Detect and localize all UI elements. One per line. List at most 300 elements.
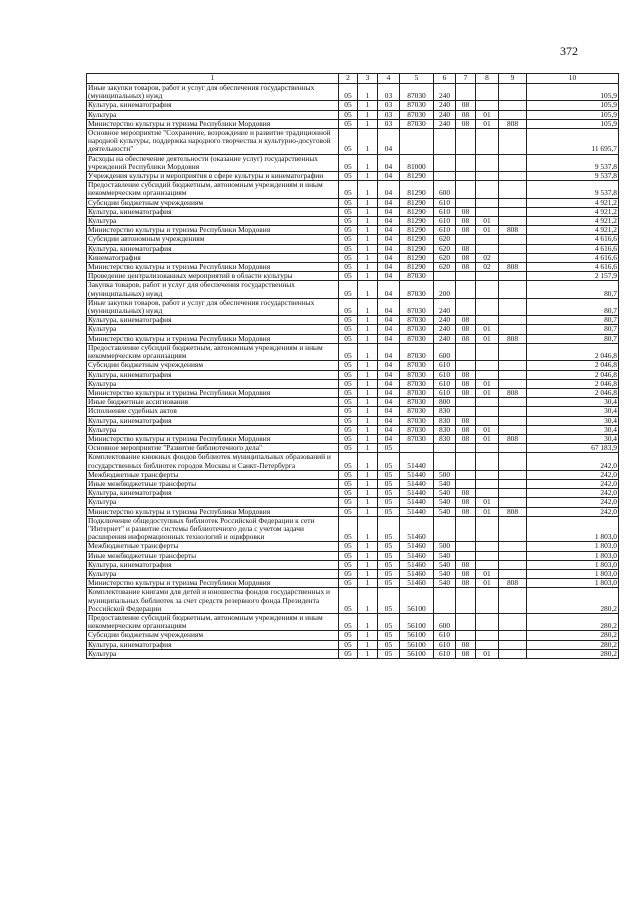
cell-amount: 4 616,6 [527,263,619,272]
cell-section: 08 [456,388,476,397]
cell-event: 03 [378,101,400,110]
cell-subprogram: 1 [358,479,378,488]
cell-amount: 242,0 [527,507,619,516]
cell-section: 08 [456,119,476,128]
cell-amount: 4 921,2 [527,226,619,235]
cell-amount: 2 046,8 [527,361,619,370]
cell-direction: 87030 [400,110,434,119]
table-row [87,569,619,578]
table-row [87,119,619,128]
cell-expense-type: 240 [434,119,456,128]
cell-direction: 81290 [400,235,434,244]
cell-expense-type [434,272,456,281]
cell-ministry [499,129,527,155]
cell-ministry [499,154,527,171]
cell-ministry [499,298,527,315]
budget-table [86,73,619,659]
cell-event: 04 [378,172,400,181]
cell-name: Министерство культуры и туризма Республики Мордовия [87,226,339,235]
cell-section [456,129,476,155]
table-row [87,198,619,207]
cell-amount: 4 921,2 [527,217,619,226]
cell-subprogram: 1 [358,398,378,407]
cell-subprogram: 1 [358,181,378,198]
cell-subprogram: 1 [358,379,378,388]
cell-amount: 242,0 [527,453,619,470]
cell-name: Культура [87,649,339,658]
cell-ministry: 808 [499,334,527,343]
table-row [87,631,619,640]
cell-subsection [476,470,499,479]
cell-section [456,154,476,171]
column-header-4: 4 [378,74,400,84]
cell-subsection [476,361,499,370]
cell-event: 04 [378,226,400,235]
cell-direction: 87030 [400,334,434,343]
cell-name: Культура, кинематография [87,316,339,325]
cell-section: 08 [456,226,476,235]
cell-subsection [476,407,499,416]
cell-direction [400,129,434,155]
cell-name: Субсидии автономным учреждениям [87,235,339,244]
cell-gp: 05 [339,226,358,235]
cell-direction: 81290 [400,207,434,216]
cell-direction: 56100 [400,649,434,658]
cell-gp: 05 [339,84,358,101]
cell-event: 04 [378,407,400,416]
table-row [87,226,619,235]
cell-gp: 05 [339,398,358,407]
cell-subprogram: 1 [358,444,378,453]
cell-ministry [499,516,527,542]
table-row [87,640,619,649]
cell-gp: 05 [339,579,358,588]
cell-event: 05 [378,560,400,569]
cell-gp: 05 [339,244,358,253]
cell-amount: 30,4 [527,434,619,443]
cell-gp: 05 [339,649,358,658]
table-row [87,542,619,551]
cell-subsection: 01 [476,498,499,507]
cell-event: 04 [378,425,400,434]
cell-ministry [499,631,527,640]
cell-section [456,272,476,281]
cell-amount: 242,0 [527,470,619,479]
cell-event: 04 [378,263,400,272]
table-row [87,498,619,507]
cell-subprogram: 1 [358,198,378,207]
cell-ministry [499,425,527,434]
cell-gp: 05 [339,298,358,315]
cell-direction: 81290 [400,253,434,262]
cell-gp: 05 [339,416,358,425]
cell-section: 08 [456,579,476,588]
table-row [87,343,619,360]
cell-ministry [499,343,527,360]
cell-direction: 87030 [400,407,434,416]
cell-ministry [499,379,527,388]
cell-amount: 2 046,8 [527,379,619,388]
cell-event: 04 [378,316,400,325]
cell-amount: 1 803,0 [527,551,619,560]
cell-subsection: 01 [476,507,499,516]
cell-expense-type: 240 [434,84,456,101]
cell-expense-type: 610 [434,226,456,235]
cell-gp: 05 [339,370,358,379]
cell-subsection [476,181,499,198]
cell-section: 08 [456,649,476,658]
cell-subsection [476,453,499,470]
table-row [87,101,619,110]
cell-direction: 51460 [400,560,434,569]
cell-amount: 1 803,0 [527,560,619,569]
cell-event: 04 [378,334,400,343]
cell-gp: 05 [339,516,358,542]
cell-event: 05 [378,569,400,578]
cell-subsection [476,398,499,407]
cell-name: Культура, кинематография [87,101,339,110]
cell-name: Иные закупки товаров, работ и услуг для обеспечения государственных (муниципальных) нужд [87,84,339,101]
cell-expense-type: 240 [434,325,456,334]
cell-name: Проведение централизованных мероприятий в области культуры [87,272,339,281]
cell-name: Министерство культуры и туризма Республики Мордовия [87,119,339,128]
cell-expense-type [434,516,456,542]
cell-subsection: 01 [476,425,499,434]
cell-section: 08 [456,316,476,325]
cell-ministry: 808 [499,263,527,272]
column-header-9: 9 [499,74,527,84]
cell-expense-type: 600 [434,181,456,198]
cell-gp: 05 [339,434,358,443]
cell-subsection [476,235,499,244]
cell-section: 08 [456,325,476,334]
cell-subprogram: 1 [358,129,378,155]
cell-direction: 87030 [400,361,434,370]
cell-event: 04 [378,253,400,262]
cell-gp: 05 [339,343,358,360]
table-row [87,253,619,262]
cell-name: Основное мероприятие "Сохранение, возрождение и развитие традиционной народной культуры, поддержка народного творчества и культурно-досуговой деятельности" [87,129,339,155]
cell-expense-type: 610 [434,388,456,397]
cell-name: Культура, кинематография [87,207,339,216]
cell-gp: 05 [339,198,358,207]
table-row [87,407,619,416]
cell-name: Иные межбюджетные трансферты [87,479,339,488]
cell-ministry [499,542,527,551]
cell-amount: 4 921,2 [527,198,619,207]
table-row [87,470,619,479]
cell-subsection [476,416,499,425]
cell-expense-type: 610 [434,631,456,640]
cell-subsection [476,479,499,488]
cell-expense-type: 610 [434,640,456,649]
cell-direction: 87030 [400,84,434,101]
cell-ministry: 808 [499,434,527,443]
cell-subprogram: 1 [358,453,378,470]
cell-ministry [499,244,527,253]
cell-amount: 67 183,9 [527,444,619,453]
cell-event: 04 [378,370,400,379]
cell-ministry: 808 [499,119,527,128]
table-row [87,217,619,226]
cell-direction [400,444,434,453]
cell-amount: 242,0 [527,479,619,488]
cell-expense-type: 800 [434,398,456,407]
cell-amount: 105,9 [527,110,619,119]
cell-direction: 51440 [400,479,434,488]
cell-ministry [499,172,527,181]
cell-ministry [499,253,527,262]
cell-ministry [499,416,527,425]
cell-ministry [499,84,527,101]
cell-event: 04 [378,235,400,244]
cell-gp: 05 [339,316,358,325]
cell-amount: 280,2 [527,649,619,658]
cell-subsection: 01 [476,110,499,119]
cell-ministry: 808 [499,507,527,516]
cell-section: 08 [456,370,476,379]
cell-name: Комплектование книгами для детей и юношества фондов государственных и муниципальных библиотек за счет средств резервного фонда Президента Российской Федерации [87,588,339,614]
cell-subprogram: 1 [358,343,378,360]
cell-name: Культура, кинематография [87,489,339,498]
cell-gp: 05 [339,334,358,343]
cell-subsection: 01 [476,649,499,658]
cell-amount: 2 046,8 [527,370,619,379]
cell-name: Иные межбюджетные трансферты [87,551,339,560]
cell-subsection [476,516,499,542]
table-row [87,453,619,470]
cell-direction: 81290 [400,198,434,207]
cell-subprogram: 1 [358,425,378,434]
cell-amount: 30,4 [527,407,619,416]
cell-direction: 81290 [400,172,434,181]
cell-subprogram: 1 [358,588,378,614]
cell-name: Предоставление субсидий бюджетным, автономным учреждениям и иным некоммерческим организациям [87,181,339,198]
cell-subprogram: 1 [358,263,378,272]
cell-ministry [499,398,527,407]
cell-gp: 05 [339,101,358,110]
cell-name: Культура [87,498,339,507]
cell-event: 04 [378,244,400,253]
column-header-6: 6 [434,74,456,84]
cell-amount: 280,2 [527,588,619,614]
cell-ministry [499,370,527,379]
cell-gp: 05 [339,631,358,640]
cell-subprogram: 1 [358,516,378,542]
cell-expense-type: 500 [434,470,456,479]
cell-name: Исполнение судебных актов [87,407,339,416]
cell-subprogram: 1 [358,272,378,281]
cell-amount: 2 046,8 [527,343,619,360]
cell-subprogram: 1 [358,217,378,226]
cell-section: 08 [456,489,476,498]
table-row [87,425,619,434]
table-row [87,281,619,298]
cell-gp: 05 [339,325,358,334]
cell-ministry [499,551,527,560]
cell-subprogram: 1 [358,551,378,560]
table-row [87,434,619,443]
cell-subprogram: 1 [358,489,378,498]
table-row [87,551,619,560]
cell-subprogram: 1 [358,101,378,110]
cell-name: Предоставление субсидий бюджетным, автономным учреждениям и иным некоммерческим организациям [87,613,339,630]
cell-subsection [476,631,499,640]
cell-expense-type: 830 [434,416,456,425]
cell-subsection: 01 [476,569,499,578]
cell-name: Иные бюджетные ассигнования [87,398,339,407]
table-header-row [87,74,619,84]
cell-direction: 87030 [400,388,434,397]
cell-name: Подключение общедоступных библиотек Российской Федерации к сети "Интернет" и развитие системы библиотечного дела с учетом задачи расширения информационных технологий и оцифровки [87,516,339,542]
cell-event: 05 [378,470,400,479]
cell-event: 05 [378,631,400,640]
cell-direction: 87030 [400,101,434,110]
cell-amount: 30,4 [527,425,619,434]
cell-event: 04 [378,325,400,334]
cell-amount: 80,7 [527,334,619,343]
cell-subsection [476,198,499,207]
cell-expense-type: 610 [434,198,456,207]
cell-subsection [476,172,499,181]
cell-gp: 05 [339,361,358,370]
cell-section [456,542,476,551]
cell-name: Субсидии бюджетным учреждениям [87,198,339,207]
cell-subsection [476,444,499,453]
cell-direction: 87030 [400,343,434,360]
cell-direction: 51460 [400,516,434,542]
table-row [87,560,619,569]
cell-event: 05 [378,489,400,498]
cell-expense-type: 540 [434,560,456,569]
cell-name: Учреждения культуры и мероприятия в сфере культуры и кинематографии [87,172,339,181]
column-header-8: 8 [476,74,499,84]
cell-section [456,453,476,470]
cell-name: Культура [87,217,339,226]
cell-gp: 05 [339,569,358,578]
cell-subprogram: 1 [358,470,378,479]
cell-direction: 51460 [400,569,434,578]
cell-gp: 05 [339,489,358,498]
cell-subsection [476,207,499,216]
cell-event: 05 [378,640,400,649]
table-row [87,316,619,325]
cell-subsection: 02 [476,263,499,272]
cell-subsection [476,343,499,360]
cell-amount: 280,2 [527,640,619,649]
cell-expense-type: 240 [434,334,456,343]
cell-event: 05 [378,479,400,488]
cell-expense-type [434,129,456,155]
cell-section [456,551,476,560]
cell-event: 05 [378,516,400,542]
table-row [87,84,619,101]
cell-direction: 87030 [400,325,434,334]
cell-ministry [499,361,527,370]
cell-name: Основное мероприятие "Развитие библиотечного дела" [87,444,339,453]
cell-subsection [476,551,499,560]
cell-event: 04 [378,181,400,198]
cell-section: 08 [456,425,476,434]
cell-direction: 87030 [400,298,434,315]
cell-ministry [499,217,527,226]
table-row [87,507,619,516]
cell-name: Министерство культуры и туризма Республики Мордовия [87,263,339,272]
cell-subprogram: 1 [358,172,378,181]
column-header-1: 1 [87,74,339,84]
cell-amount: 9 537,8 [527,154,619,171]
cell-subsection [476,370,499,379]
cell-gp: 05 [339,470,358,479]
cell-amount: 4 921,2 [527,207,619,216]
cell-event: 04 [378,398,400,407]
cell-section: 08 [456,507,476,516]
cell-expense-type: 540 [434,551,456,560]
cell-ministry [499,444,527,453]
cell-section [456,588,476,614]
cell-amount: 80,7 [527,298,619,315]
cell-section: 08 [456,560,476,569]
cell-subprogram: 1 [358,407,378,416]
cell-expense-type: 610 [434,361,456,370]
cell-name: Культура [87,325,339,334]
cell-expense-type [434,588,456,614]
cell-event: 04 [378,361,400,370]
cell-amount: 1 803,0 [527,579,619,588]
cell-event: 05 [378,588,400,614]
cell-amount: 4 616,6 [527,253,619,262]
cell-expense-type [434,453,456,470]
column-header-7: 7 [456,74,476,84]
cell-section: 08 [456,640,476,649]
cell-event: 04 [378,281,400,298]
cell-section [456,613,476,630]
cell-subprogram: 1 [358,110,378,119]
cell-name: Межбюджетные трансферты [87,542,339,551]
table-row [87,298,619,315]
cell-ministry: 808 [499,226,527,235]
cell-subsection: 01 [476,226,499,235]
cell-name: Культура [87,569,339,578]
table-row [87,334,619,343]
cell-name: Культура, кинематография [87,370,339,379]
cell-subprogram: 1 [358,84,378,101]
cell-name: Министерство культуры и туризма Республики Мордовия [87,388,339,397]
table-row [87,181,619,198]
cell-event: 04 [378,217,400,226]
cell-name: Расходы на обеспечение деятельности (оказание услуг) государственных учреждений Республики Мордовия [87,154,339,171]
cell-ministry [499,316,527,325]
cell-subsection [476,298,499,315]
cell-section: 08 [456,253,476,262]
cell-subprogram: 1 [358,207,378,216]
cell-section: 08 [456,498,476,507]
cell-name: Комплектование книжных фондов библиотек муниципальных образований и государственных библиотек городов Москвы и Санкт-Петербурга [87,453,339,470]
cell-section [456,298,476,315]
cell-section [456,407,476,416]
cell-subsection [476,244,499,253]
cell-expense-type [434,444,456,453]
cell-gp: 05 [339,479,358,488]
cell-subprogram: 1 [358,579,378,588]
cell-gp: 05 [339,498,358,507]
cell-ministry [499,235,527,244]
table-row [87,588,619,614]
cell-amount: 242,0 [527,498,619,507]
cell-expense-type: 830 [434,407,456,416]
cell-expense-type [434,154,456,171]
cell-gp: 05 [339,551,358,560]
